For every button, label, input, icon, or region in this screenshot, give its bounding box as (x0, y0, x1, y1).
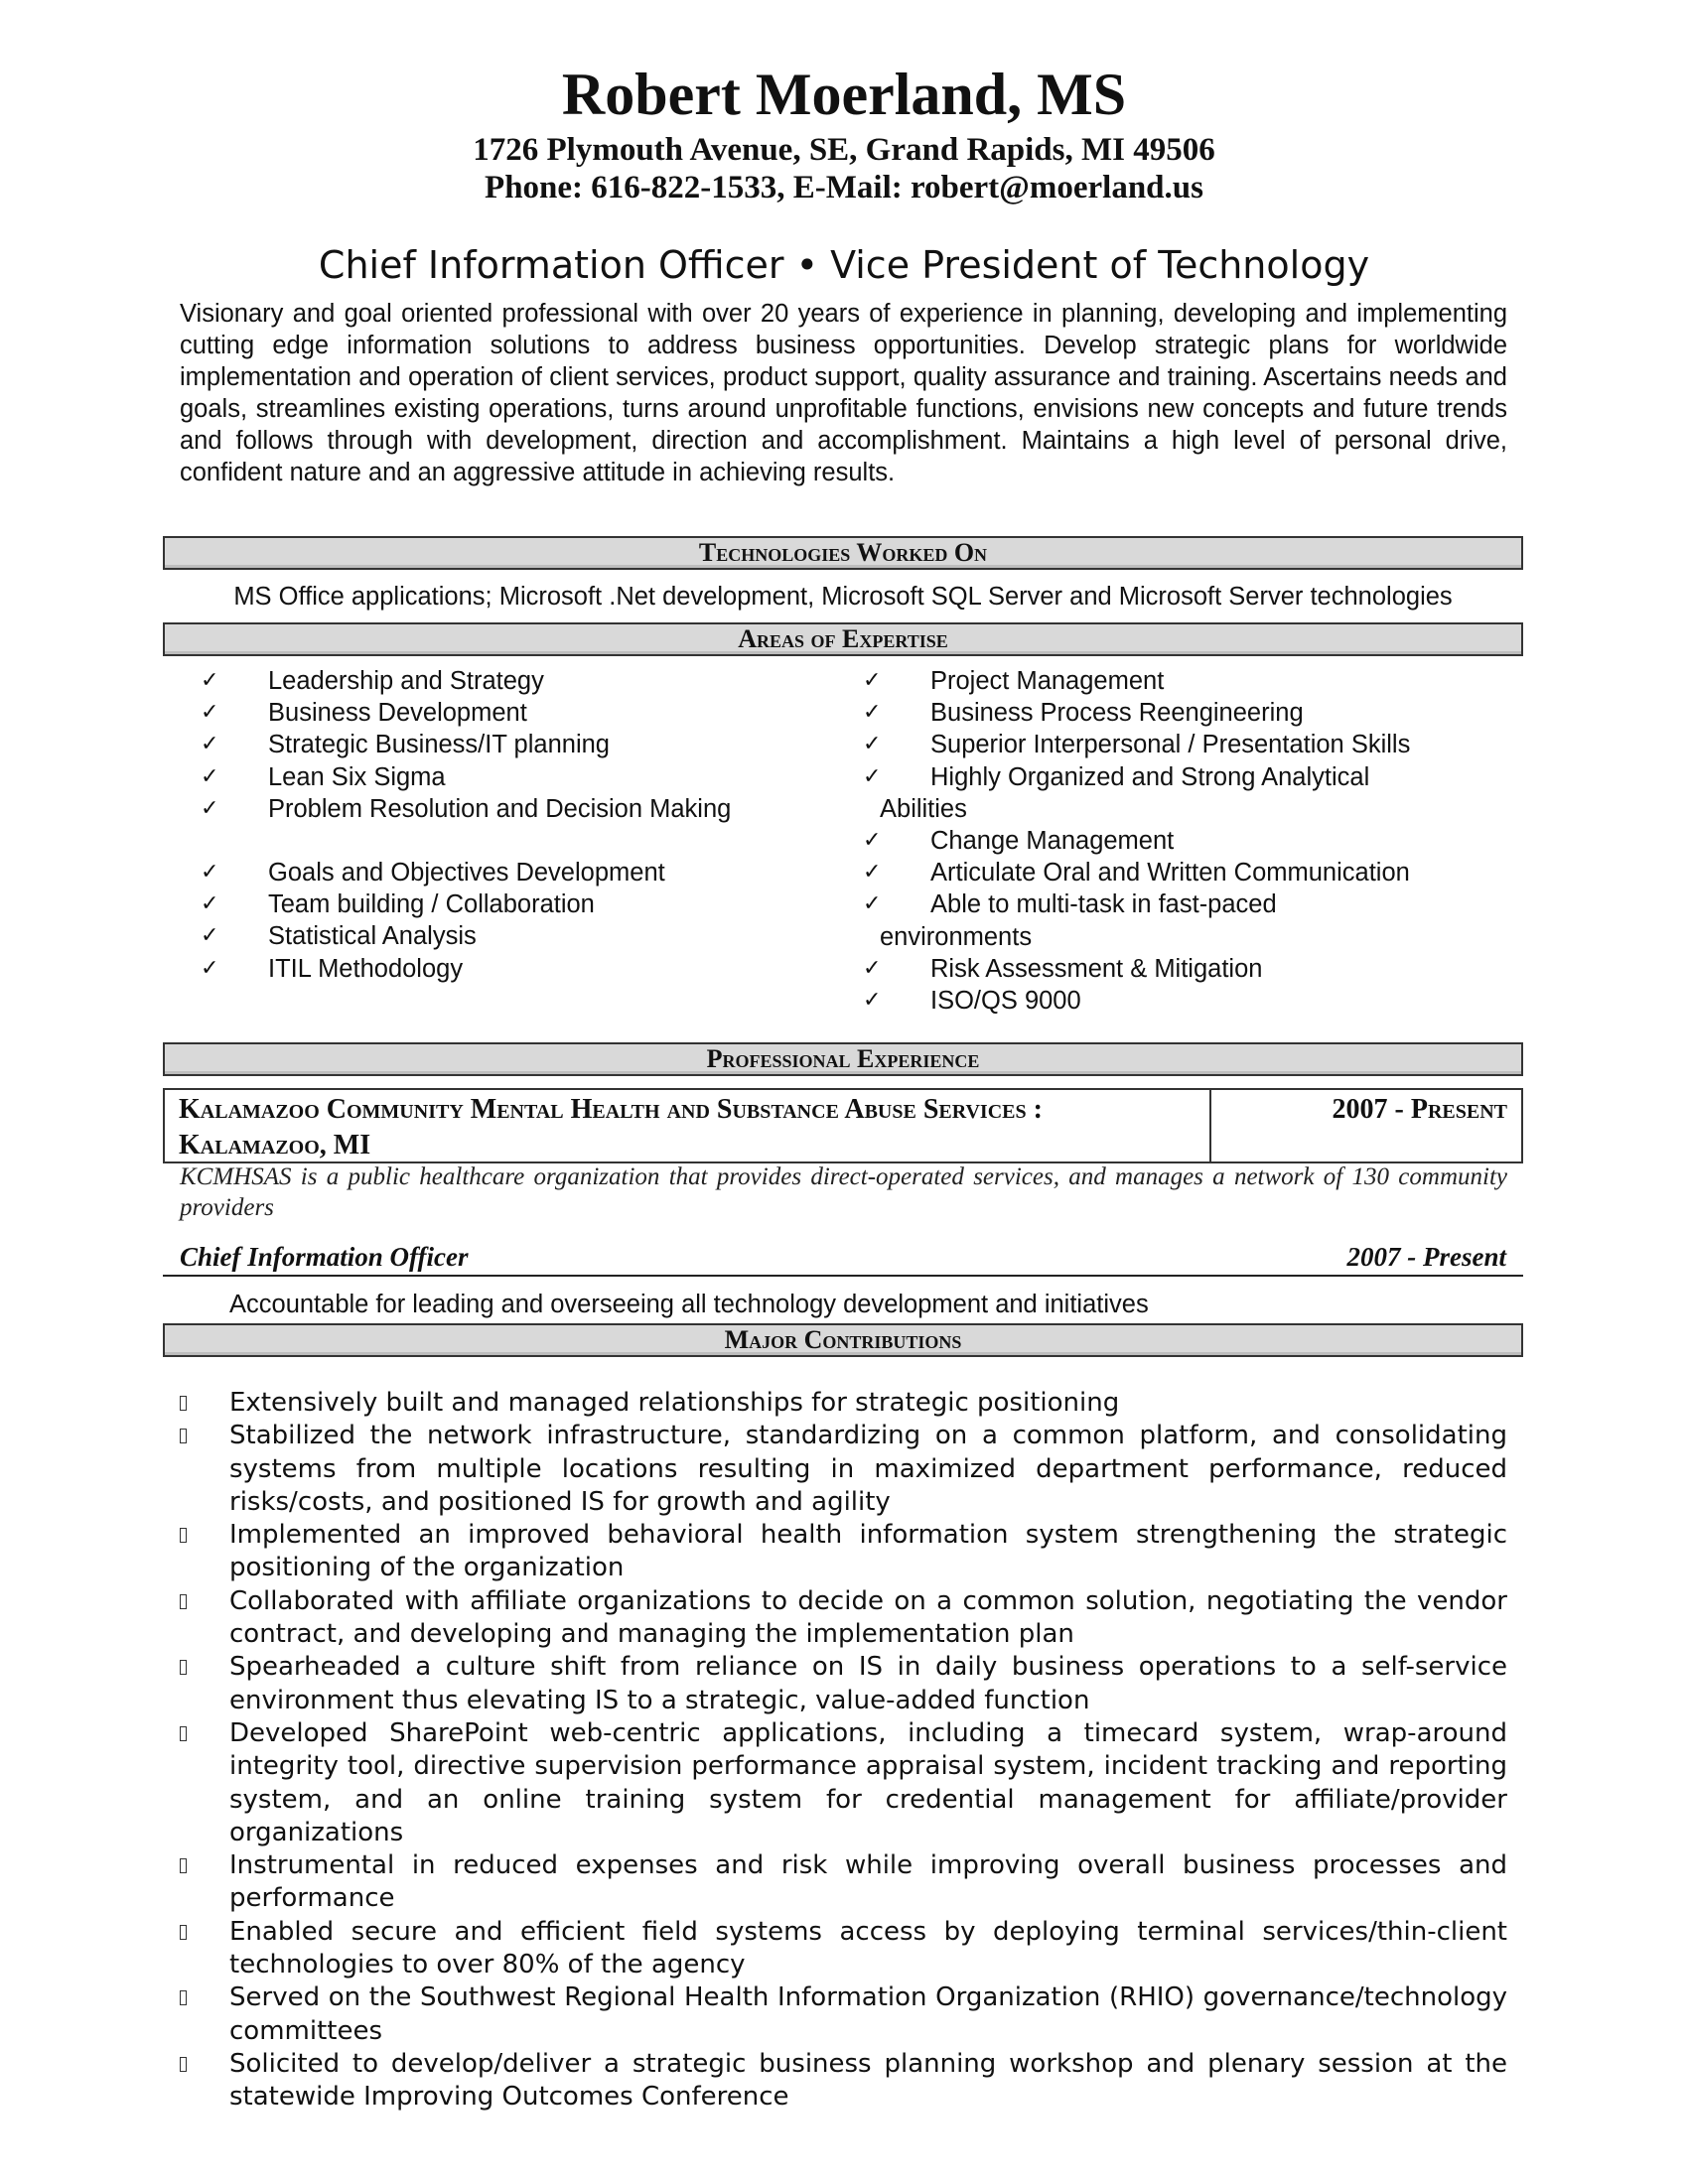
contribution-text: Served on the Southwest Regional Health Information Organization (RHIO) governance/technology committees (229, 1982, 1507, 2046)
checkmark-icon: ✓ (863, 891, 882, 917)
contact-info: Phone: 616-822-1533, E-Mail: robert@moerland.us (485, 170, 1203, 205)
expertise-label: environments (880, 922, 1033, 951)
checkmark-icon: ✓ (863, 732, 882, 757)
expertise-item (830, 761, 1525, 793)
expertise-item (168, 697, 823, 729)
expertise-label: Abilities (880, 794, 967, 823)
expertise-label: Team building / Collaboration (268, 890, 595, 919)
contribution-item (163, 1387, 1507, 1420)
contribution-text: Solicited to develop/deliver a strategic business planning workshop and plenary session at the statewide Improving Outcomes Conference (229, 2048, 1507, 2113)
contribution-text: Implemented an improved behavioral health information system strengthening the strategic positioning of the organization (229, 1520, 1507, 1583)
expertise-item (830, 857, 1525, 888)
candidate-name: Robert Moerland, MS (561, 62, 1127, 127)
bullet-icon (180, 1594, 187, 1609)
bullet-icon (180, 1858, 187, 1873)
checkmark-icon: ✓ (201, 860, 219, 886)
section-header-technologies: Technologies Worked On (163, 536, 1523, 570)
contribution-text: Stabilized the network infrastructure, standardizing on a common platform, and consolidating systems from multiple locations resulting in maximized department performance, reduced risks/costs, and positioned IS for growth and agility (229, 1421, 1507, 1517)
expertise-item (168, 665, 823, 697)
expertise-item (830, 697, 1525, 729)
contribution-item (163, 2048, 1507, 2115)
bullet-icon (180, 2057, 187, 2072)
checkmark-icon: ✓ (863, 955, 882, 981)
expertise-list-right (830, 665, 1525, 1017)
expertise-label: Lean Six Sigma (268, 762, 446, 791)
checkmark-icon: ✓ (863, 668, 882, 693)
table-divider (1209, 1090, 1211, 1161)
expertise-item (168, 888, 823, 920)
role-dates: 2007 - Present (1346, 1242, 1506, 1272)
expertise-item (168, 761, 823, 793)
checkmark-icon: ✓ (201, 955, 219, 981)
contribution-item (163, 1916, 1507, 1982)
checkmark-icon: ✓ (863, 828, 882, 854)
expertise-label: Change Management (930, 827, 1175, 856)
expertise-label: Statistical Analysis (268, 922, 477, 951)
expertise-item (168, 920, 823, 952)
contribution-item (163, 1420, 1507, 1519)
expertise-item-continuation (830, 793, 1525, 825)
expertise-label: Highly Organized and Strong Analytical (930, 762, 1370, 791)
technologies-list: MS Office applications; Microsoft .Net development, Microsoft SQL Server and Microsoft Server technologies (233, 583, 1453, 611)
checkmark-icon: ✓ (201, 795, 219, 821)
expertise-label: ITIL Methodology (268, 954, 464, 983)
checkmark-icon: ✓ (863, 763, 882, 789)
expertise-label: Business Process Reengineering (930, 699, 1304, 728)
expertise-label: Project Management (930, 667, 1165, 695)
expertise-item (168, 729, 823, 760)
contribution-item (163, 1519, 1507, 1585)
role-title: Chief Information Officer (180, 1242, 469, 1272)
expertise-label: Goals and Objectives Development (268, 859, 665, 887)
expertise-label: Able to multi-task in fast-paced (930, 890, 1277, 919)
contribution-item (163, 1717, 1507, 1849)
expertise-label: Leadership and Strategy (268, 667, 544, 695)
bullet-icon (180, 1429, 187, 1443)
expertise-label: Risk Assessment & Mitigation (930, 954, 1263, 983)
checkmark-icon: ✓ (201, 700, 219, 726)
employment-dates: 2007 - Present (1332, 1094, 1507, 1125)
headline: Chief Information Officer • Vice President of Technology (318, 243, 1370, 287)
expertise-item (168, 857, 823, 888)
expertise-label: Articulate Oral and Written Communication (930, 859, 1410, 887)
professional-summary: Visionary and goal oriented professional with over 20 years of experience in planning, developing and implementing cutting edge information solutions to address business opportunities. Develop strategic plans for worldwide implementation and operation of client services, product support, quality assurance and training. Ascertains needs and goals, streamlines existing operations, turns around unprofitable functions, envisions new concepts and future trends and follows through with development, direction and accomplishment. Maintains a high level of personal drive, confident nature and an aggressive attitude in achieving results. (180, 300, 1507, 486)
contribution-text: Instrumental in reduced expenses and risk while improving overall business processes and performance (229, 1850, 1507, 1914)
section-header-professional-experience: Professional Experience (163, 1042, 1523, 1076)
expertise-label: Business Development (268, 699, 527, 728)
bullet-icon (180, 1990, 187, 2005)
checkmark-icon: ✓ (201, 668, 219, 693)
bullet-icon (180, 1925, 187, 1940)
expertise-label: Strategic Business/IT planning (268, 731, 610, 759)
bullet-icon (180, 1396, 187, 1411)
bullet-icon (180, 1528, 187, 1543)
contribution-item (163, 1981, 1507, 2048)
checkmark-icon: ✓ (201, 732, 219, 757)
expertise-label: Problem Resolution and Decision Making (268, 794, 732, 823)
contribution-text: Enabled secure and efficient field systems access by deploying terminal services/thin-client technologies to over 80% of the agency (229, 1916, 1507, 1980)
expertise-item (830, 888, 1525, 920)
list-spacer (168, 825, 823, 857)
expertise-item-continuation (830, 921, 1525, 953)
checkmark-icon: ✓ (201, 763, 219, 789)
role-row (163, 1239, 1523, 1277)
section-header-major-contributions: Major Contributions (163, 1323, 1523, 1357)
contributions-list (163, 1387, 1507, 2115)
contribution-text: Collaborated with affiliate organizations to decide on a common solution, negotiating the vendor contract, and developing and managing the implementation plan (229, 1585, 1507, 1650)
contribution-text: Developed SharePoint web-centric applications, including a timecard system, wrap-around integrity tool, directive supervision performance appraisal system, incident tracking and reporting system, and an online training system for credential management for affiliate/provider organizations (229, 1717, 1507, 1847)
expertise-item (830, 985, 1525, 1017)
expertise-item (168, 953, 823, 985)
contribution-text: Spearheaded a culture shift from reliance on IS in daily business operations to a self-service environment thus elevating IS to a strategic, value-added function (229, 1652, 1507, 1715)
role-responsibility: Accountable for leading and overseeing all technology development and initiatives (229, 1291, 1149, 1318)
checkmark-icon: ✓ (201, 923, 219, 949)
expertise-item (168, 793, 823, 825)
section-header-areas-of-expertise: Areas of Expertise (163, 622, 1523, 656)
bullet-icon (180, 1660, 187, 1675)
checkmark-icon: ✓ (201, 891, 219, 917)
expertise-item (830, 825, 1525, 857)
checkmark-icon: ✓ (863, 988, 882, 1014)
bullet-icon (180, 1726, 187, 1741)
checkmark-icon: ✓ (863, 860, 882, 886)
expertise-list-left (168, 665, 823, 985)
expertise-item (830, 953, 1525, 985)
expertise-item (830, 665, 1525, 697)
job-header-table (163, 1088, 1523, 1163)
contribution-text: Extensively built and managed relationships for strategic positioning (229, 1388, 1120, 1418)
contribution-item (163, 1849, 1507, 1916)
address: 1726 Plymouth Avenue, SE, Grand Rapids, MI 49506 (473, 132, 1215, 168)
contribution-item (163, 1585, 1507, 1652)
contribution-item (163, 1651, 1507, 1717)
expertise-label: ISO/QS 9000 (930, 987, 1081, 1016)
checkmark-icon: ✓ (863, 700, 882, 726)
expertise-label: Superior Interpersonal / Presentation Skills (930, 731, 1411, 759)
employer-name: Kalamazoo Community Mental Health and Substance Abuse Services : Kalamazoo, MI (179, 1094, 1043, 1160)
expertise-item (830, 729, 1525, 760)
employer-description: KCMHSAS is a public healthcare organization that provides direct-operated services, and manages a network of 130 community providers (180, 1163, 1507, 1221)
